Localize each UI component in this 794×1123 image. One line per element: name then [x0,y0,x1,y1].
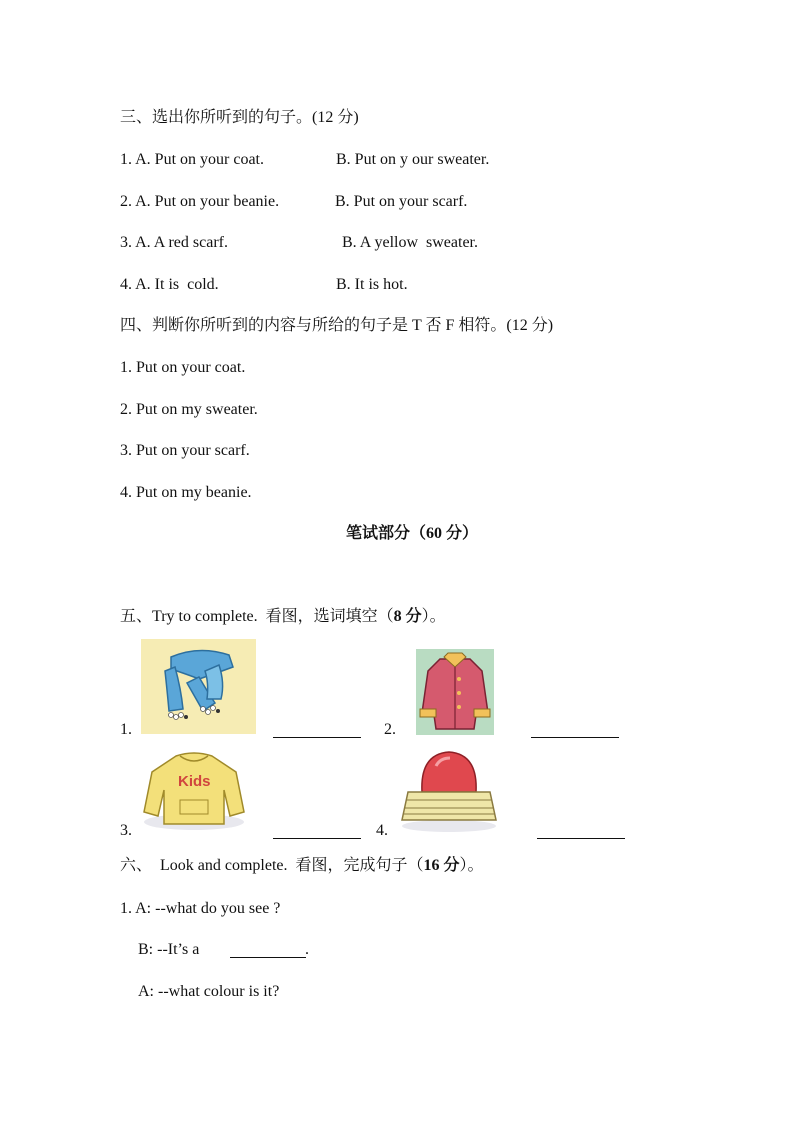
s4-item-2: 2. Put on my sweater. [120,401,258,418]
s6-title-score: 16 分 [423,857,460,874]
s5-label-3: 3. [120,822,132,839]
s3-item-1-b: B. Put on y our sweater. [336,151,490,168]
s3-item-1-a: 1. A. Put on your coat. [120,151,264,168]
s5-answer-blank-3[interactable] [273,838,361,839]
s5-label-4: 4. [376,822,388,839]
s5-answer-blank-4[interactable] [537,838,625,839]
s6-title-suffix: ）。 [459,857,484,874]
section-5-title [120,607,446,627]
s5-title-prefix: 五、Try to complete. 看图，选词填空（ [120,608,394,625]
scarf-picture [141,639,256,734]
s6-line-2: B: --It’s a [138,941,200,958]
s3-item-2-a: 2. A. Put on your beanie. [120,193,280,210]
s5-label-1: 1. [120,721,132,738]
sweater-logo: Kids [178,773,211,790]
section-3-title: 三、选出你所听到的句子。(12 分) [120,109,359,126]
s3-item-3-b: B. A yellow sweater. [342,234,478,251]
s5-title-score: 8 分 [393,608,422,625]
s5-answer-blank-2[interactable] [531,737,619,738]
written-part-heading: 笔试部分（60 分） [346,525,479,542]
s6-title-prefix: 六、 Look and complete. 看图，完成句子（ [120,857,424,874]
sweater-picture [140,746,248,832]
s6-blank-period: . [305,941,309,958]
s4-item-3: 3. Put on your scarf. [120,442,250,459]
s3-item-4-b: B. It is hot. [336,276,408,293]
beanie-picture [400,746,498,832]
s5-title-suffix: ）。 [421,608,446,625]
s6-line-3: A: --what colour is it? [138,983,280,1000]
coat-picture [416,649,494,735]
s5-answer-blank-1[interactable] [273,737,361,738]
s4-item-1: 1. Put on your coat. [120,359,246,376]
s5-label-2: 2. [384,721,396,738]
s6-answer-blank[interactable] [230,957,306,958]
s3-item-2-b: B. Put on your scarf. [335,193,468,210]
section-6-title [120,856,484,876]
s3-item-4-a: 4. A. It is cold. [120,276,219,293]
s6-line-1: 1. A: --what do you see ? [120,900,281,917]
section-4-title: 四、判断你所听到的内容与所给的句子是 T 否 F 相符。(12 分) [120,317,554,334]
s4-item-4: 4. Put on my beanie. [120,484,252,501]
s3-item-3-a: 3. A. A red scarf. [120,234,228,251]
